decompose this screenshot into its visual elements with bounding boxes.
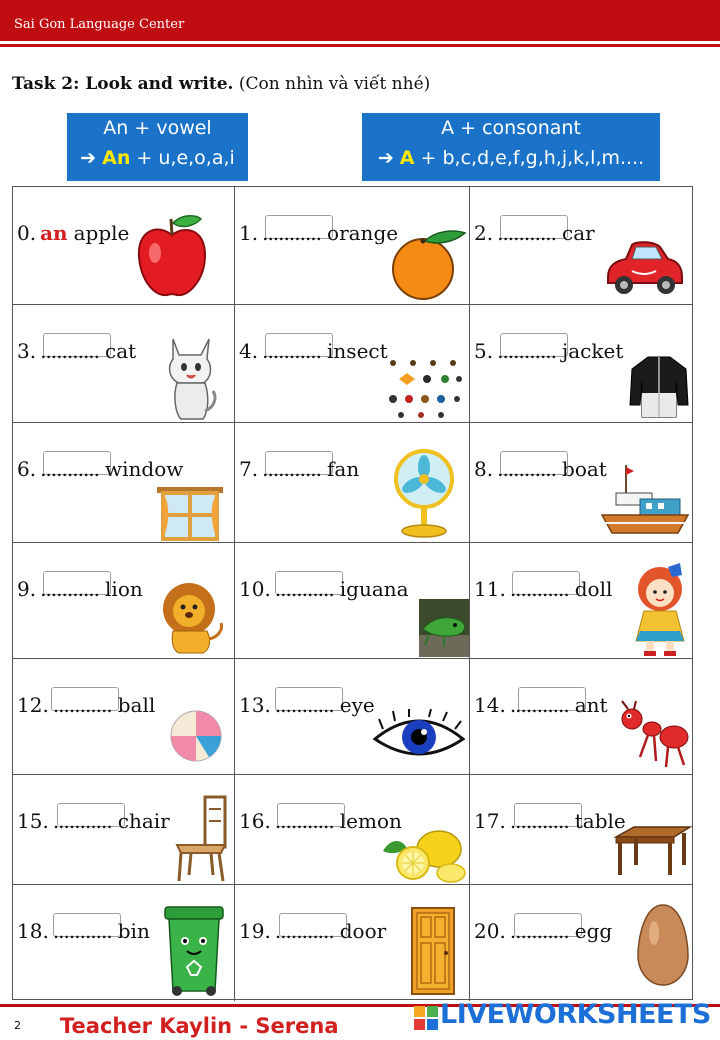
question-label	[239, 693, 375, 717]
apple-icon	[135, 213, 209, 299]
arrow-right-icon: ➔	[80, 147, 97, 169]
item-word: table	[574, 809, 626, 833]
item-word: chair	[117, 809, 170, 833]
answer-dots: ...........	[497, 339, 557, 363]
item-word: egg	[574, 919, 613, 943]
item-number: 5.	[474, 339, 494, 363]
item-number: 16.	[239, 809, 271, 833]
cat-icon	[163, 333, 219, 423]
answer-dots: ...........	[497, 221, 557, 245]
item-number: 7.	[239, 457, 259, 481]
example-answer: an	[40, 221, 68, 245]
question-label	[17, 457, 183, 481]
item-word: ant	[574, 693, 608, 717]
item-word: boat	[562, 457, 607, 481]
boat-icon	[600, 463, 690, 539]
question-label	[17, 577, 143, 601]
item-word: lemon	[339, 809, 402, 833]
question-label	[474, 577, 612, 601]
answer-dots: ...........	[274, 693, 334, 717]
question-cell	[13, 885, 235, 1001]
question-cell	[470, 423, 694, 542]
teacher-credit: Teacher Kaylin - Serena	[60, 1014, 339, 1038]
answer-dots: ...........	[40, 457, 100, 481]
eye-icon	[373, 709, 465, 765]
answer-dots: ...........	[262, 339, 322, 363]
item-number: 11.	[474, 577, 506, 601]
consonant-rule-line	[362, 143, 660, 173]
item-number: 4.	[239, 339, 259, 363]
answer-dots: ...........	[274, 919, 334, 943]
egg-icon	[636, 903, 690, 987]
question-label	[17, 809, 170, 833]
vowel-rule-line	[67, 143, 248, 173]
chair-icon	[173, 795, 229, 883]
question-cell	[470, 659, 694, 774]
grid-row	[13, 423, 692, 543]
question-label	[239, 919, 386, 943]
fan-icon	[391, 449, 457, 539]
item-word: window	[105, 457, 184, 481]
example-label	[17, 221, 129, 245]
question-label	[17, 919, 150, 943]
item-number: 8.	[474, 457, 494, 481]
grid-row	[13, 305, 692, 423]
question-cell	[470, 885, 694, 1001]
item-word: lion	[105, 577, 143, 601]
question-cell	[235, 187, 470, 304]
task-subtitle: (Con nhìn và viết nhé)	[238, 74, 431, 94]
car-icon	[602, 237, 684, 299]
window-icon	[155, 485, 225, 543]
answer-dots: ...........	[274, 809, 334, 833]
item-number: 1.	[239, 221, 259, 245]
question-cell	[470, 187, 694, 304]
item-number: 12.	[17, 693, 49, 717]
grid-row	[13, 187, 692, 305]
item-number: 2.	[474, 221, 494, 245]
example-cell	[13, 187, 235, 304]
question-label	[17, 339, 136, 363]
liveworksheets-logo-icon	[414, 1004, 438, 1032]
item-word: doll	[574, 577, 613, 601]
insect-icon	[385, 355, 465, 421]
question-cell	[470, 775, 694, 884]
question-cell	[235, 543, 470, 658]
question-cell	[13, 659, 235, 774]
item-word: orange	[327, 221, 399, 245]
answer-dots: ...........	[52, 693, 112, 717]
question-label	[474, 221, 595, 245]
answer-dots: ...........	[40, 577, 100, 601]
answer-dots: ...........	[52, 919, 112, 943]
consonant-rule-box	[362, 113, 660, 181]
task-instruction	[12, 74, 430, 94]
item-number: 10.	[239, 577, 271, 601]
question-cell	[13, 543, 235, 658]
item-number: 15.	[17, 809, 49, 833]
question-cell	[470, 543, 694, 658]
vowel-rule-title: An + vowel	[103, 117, 212, 139]
consonant-rule-list: + b,c,d,e,f,g,h,j,k,l,m....	[414, 147, 645, 169]
grid-row	[13, 885, 692, 1001]
item-number: 13.	[239, 693, 271, 717]
item-number: 3.	[17, 339, 37, 363]
item-word: ball	[117, 693, 156, 717]
question-label	[239, 809, 402, 833]
question-label	[474, 809, 626, 833]
question-label	[239, 577, 409, 601]
bin-icon	[159, 905, 229, 997]
iguana-icon	[419, 599, 469, 657]
vowel-rule-box	[67, 113, 248, 181]
arrow-right-icon: ➔	[377, 147, 394, 169]
vowel-rule-list: + u,e,o,a,i	[130, 147, 235, 169]
question-cell	[470, 305, 694, 422]
consonant-rule-title: A + consonant	[441, 117, 581, 139]
answer-dots: ...........	[509, 919, 569, 943]
lion-icon	[153, 581, 227, 655]
question-label	[474, 919, 612, 943]
answer-dots: ...........	[262, 457, 322, 481]
answer-dots: ...........	[52, 809, 112, 833]
item-word: bin	[117, 919, 150, 943]
answer-dots: ...........	[262, 221, 322, 245]
item-number: 20.	[474, 919, 506, 943]
question-cell	[235, 659, 470, 774]
question-label	[239, 221, 398, 245]
item-word: cat	[105, 339, 137, 363]
ball-icon	[169, 709, 223, 763]
answer-dots: ...........	[274, 577, 334, 601]
item-number: 14.	[474, 693, 506, 717]
question-cell	[235, 423, 470, 542]
lemon-icon	[381, 827, 467, 883]
item-number: 18.	[17, 919, 49, 943]
answer-dots: ...........	[40, 339, 100, 363]
item-word: insect	[327, 339, 388, 363]
question-cell	[13, 305, 235, 422]
question-cell	[235, 305, 470, 422]
item-word: door	[339, 919, 387, 943]
item-word: apple	[73, 221, 130, 245]
item-word: car	[562, 221, 595, 245]
question-label	[474, 339, 623, 363]
question-label	[239, 339, 388, 363]
item-word: eye	[339, 693, 375, 717]
ant-icon	[618, 699, 690, 771]
item-word: jacket	[562, 339, 624, 363]
question-label	[17, 693, 155, 717]
item-number: 9.	[17, 577, 37, 601]
grid-row	[13, 659, 692, 775]
question-cell	[13, 775, 235, 884]
question-label	[474, 457, 607, 481]
jacket-icon	[628, 353, 690, 419]
item-number: 17.	[474, 809, 506, 833]
question-label	[474, 693, 608, 717]
vowel-rule-word: An	[102, 147, 131, 169]
brand-name: LIVEWORKSHEETS	[440, 999, 711, 1030]
question-cell	[235, 775, 470, 884]
item-number: 0.	[17, 221, 37, 245]
answer-dots: ...........	[509, 577, 569, 601]
item-number: 6.	[17, 457, 37, 481]
doll-icon	[630, 563, 690, 657]
page-number: 2	[14, 1019, 21, 1032]
question-label	[239, 457, 359, 481]
consonant-rule-word: A	[399, 147, 415, 169]
answer-dots: ...........	[509, 693, 569, 717]
task-title: Task 2: Look and write.	[12, 74, 234, 94]
orange-icon	[389, 227, 467, 301]
grid-row	[13, 543, 692, 659]
answer-dots: ...........	[509, 809, 569, 833]
answer-dots: ...........	[497, 457, 557, 481]
item-word: iguana	[339, 577, 409, 601]
item-number: 19.	[239, 919, 271, 943]
question-cell	[13, 423, 235, 542]
grid-row	[13, 775, 692, 885]
table-icon	[614, 825, 692, 877]
header-bar	[0, 0, 720, 44]
door-icon	[411, 907, 455, 995]
item-word: fan	[327, 457, 360, 481]
header-title: Sai Gon Language Center	[14, 17, 185, 32]
worksheet-grid	[12, 186, 693, 1000]
question-cell	[235, 885, 470, 1001]
